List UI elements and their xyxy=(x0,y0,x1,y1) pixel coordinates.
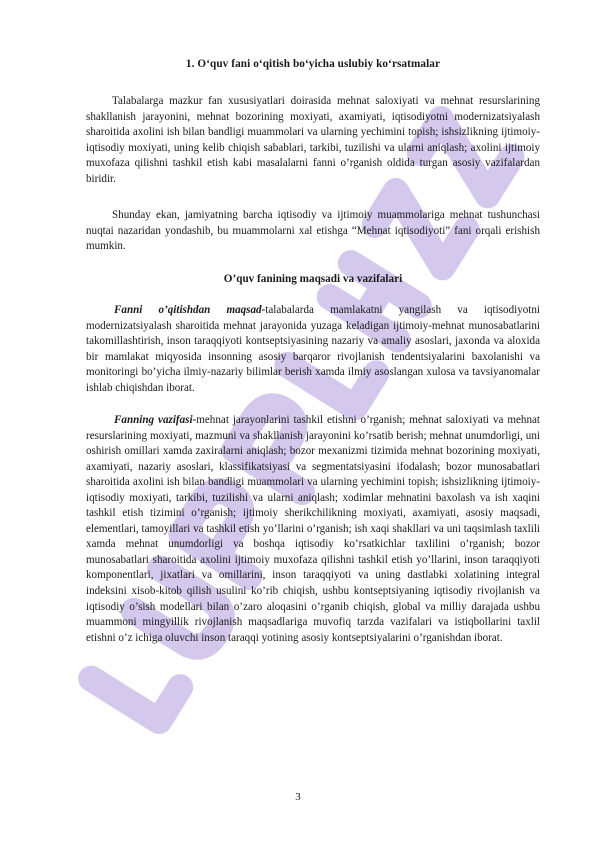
paragraph-tasks xyxy=(86,413,540,646)
goal-lead: Fanni o’qitishdan maqsad- xyxy=(114,304,266,316)
subsection-title: O’quv fanining maqsadi va vazifalari xyxy=(223,273,403,285)
paragraph-approach: Shunday ekan, jamiyatning barcha iqtisodiy va ijtimoiy muammolariga mehnat tushunchasi nuqtai nazaridan yondashib, bu muammolarni xal etishga “Mehnat iqtisodiyoti” fani orqali erishish mumkin. xyxy=(86,209,540,253)
paragraph-goal xyxy=(86,303,540,396)
tasks-text: mehnat jarayonlarini tashkil etishni o’rganish; mehnat saloxiyati va mehnat resurslarining moxiyati, mazmuni va shakllanish jarayonini ko’rsatib berish; mehnat unumdorligi, uni oshirish omillari xamda zaxiralarni aniqlash; bozor mexanizmi tizimida mehnat bozorining moxiyati, axamiyati, nazariy asoslari, klassifikatsiyasi va segmentatsiyasini ifodalash; bozor munosabatlari sharoitida axolini ish bilan bandligi muammolari va ularning yechimini topish; ishsizlikning ijtimoiy-iqtisodiy moxiyati, tarkibi, tuzilishi va ularni aniqlash; xodimlar mehnatini baxolash va ish xaqini tashkil etish tizimini o’rganish; ijtimoiy sherikchilikning moxiyati, axamiyati, asosiy maqsadi, elementlari, tamoyillari va tashkil etish yo’llarini o’rganish; ish xaqi shakllari va uni taqsimlash taxlili xamda mehnat unumdorligi va boshqa iqtisodiy ko’rsatkichlar taxlilini o’rganish; bozor munosabatlari sharoitida axolini ijtimoiy muxofaza qilishni tashkil etish yo’llarini, inson taraqqiyoti komponentlari, jixatlari va omillarini, inson taraqqiyoti va uning dastlabki xolatining integral indeksini xisob-kitob qilish usulini ko’rib chiqish, ushbu kontseptsiyaning iqtisodiy rivojlanish va iqtisodiy o’sish modellari bilan o’zaro aloqasini o’rganib chiqish, global va milliy darajada ushbu muammoni mingyillik rivojlanish maqsadlariga muvofiq tarzda vazifalari va istiqbollarini taxlil etishni o’z ichiga oluvchi inson taraqqi yotining asosiy kontseptsiyalarini o’rganishdan iborat. xyxy=(86,414,540,644)
page-number: 3 xyxy=(295,791,301,803)
section-title: 1. O‘quv fani o‘qitish bo‘yicha uslubiy ko‘rsatmalar xyxy=(185,58,441,70)
tasks-lead: Fanning vazifasi- xyxy=(114,414,197,426)
goal-text: talabalarda mamlakatni yangilash va iqtisodiyotni modernizatsiyalash sharoitida mehnat jarayonida yuzaga keladigan ijtimoiy-mehnat munosabatlarini takomillashtirish, inson taraqqiyoti kontseptsiyasining nazariy va amaliy asoslari, jaxonda va aloxida bir mamlakat miqyosida insonning asosiy barqaror rivojlanish tendentsiyalarini baxolanishi va monitoringi bo’yicha ilmiy-nazariy bilimlar berish xamda ilmiy asoslangan xulosa va tavsiyanomalar ishlab chiqishdan iborat. xyxy=(86,304,541,394)
paragraph-intro: Talabalarga mazkur fan xususiyatlari doirasida mehnat saloxiyati va mehnat resurslarining shakllanish jarayonini, mehnat bozorining moxiyati, axamiyati, iqtisodiyotni modernizatsiyalash sharoitida axolini ish bilan bandligi muammolari va ularning yechimini topish; ishsizlikning ijtimoiy-iqtisodiy moxiyati, uning kelib chiqish sabablari, tarkibi, tuzilishi va ularni aniqlash; axolini ijtimoiy muxofaza qilishni tashkil etish kabi masalalarni fanni o’rganish oldida turgan asosiy vazifalardan biridir. xyxy=(86,95,540,185)
